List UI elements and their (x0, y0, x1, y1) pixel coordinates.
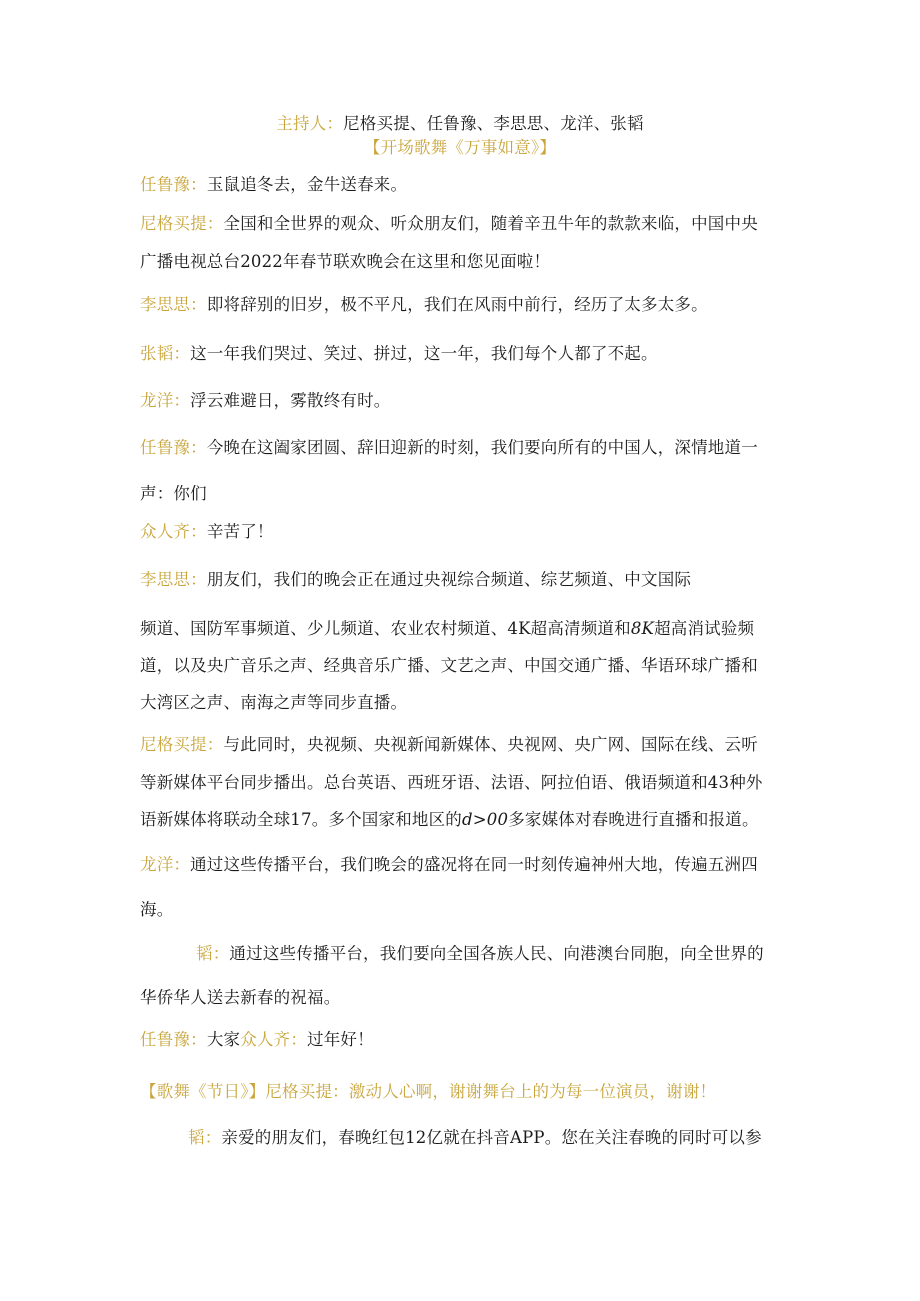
script-line (140, 520, 780, 544)
speaker-label: 张韬： (140, 344, 191, 363)
script-line (140, 771, 780, 795)
speaker-label: 尼格买提： (140, 214, 224, 233)
script-line (140, 898, 780, 922)
speaker-label: 韬： (188, 1128, 222, 1147)
speaker-label: 韬： (196, 944, 230, 963)
script-line (140, 617, 780, 641)
dialogue-text: 过年好！ (307, 1030, 374, 1049)
dialogue-text: 即将辞别的旧岁，极不平凡，我们在风雨中前行，经历了太多太多。 (206, 295, 708, 314)
script-line (140, 342, 780, 366)
dialogue-text: 语新媒体将联动全球17。多个国家和地区的 (140, 810, 462, 829)
script-line (140, 293, 780, 317)
speaker-label: 众人齐： (240, 1030, 308, 1049)
script-line (140, 691, 780, 715)
dialogue-text: 声：你们 (140, 484, 207, 503)
speaker-label: 龙洋： (140, 855, 191, 874)
script-line (140, 173, 780, 197)
script-line (140, 436, 780, 460)
program-tag-line: 【歌舞《节日》】尼格买提：激动人心啊，谢谢舞台上的为每一位演员，谢谢！ (140, 1082, 717, 1101)
script-line (140, 808, 780, 832)
dialogue-text: 等新媒体平台同步播出。总台英语、西班牙语、法语、阿拉伯语、俄语频道和43种外 (140, 773, 763, 792)
dialogue-text: 与此同时，央视频、央视新闻新媒体、央视网、央广网、国际在线、云听 (223, 735, 758, 754)
dialogue-text: 大湾区之声、南海之声等同步直播。 (140, 693, 408, 712)
speaker-label: 尼格买提： (140, 735, 224, 754)
dialogue-text: 通过这些传播平台，我们要向全国各族人民、向港澳台同胞，向全世界的 (229, 944, 764, 963)
speaker-label: 龙洋： (140, 391, 191, 410)
dialogue-text: 海。 (140, 900, 174, 919)
speaker-label: 任鲁豫： (140, 1030, 207, 1049)
script-line (140, 1028, 780, 1052)
speaker-label: 任鲁豫： (140, 175, 207, 194)
script-line (140, 389, 780, 413)
dialogue-text: 亲爱的朋友们，春晚红包12亿就在抖音APP。您在关注春晚的同时可以参 (221, 1128, 762, 1147)
dialogue-text: d>00 (462, 810, 509, 829)
dialogue-text: 华侨华人送去新春的祝福。 (140, 988, 341, 1007)
hosts-label: 主持人： (276, 114, 344, 133)
hosts-names: 尼格买提、任鲁豫、李思思、龙洋、张韬 (343, 114, 644, 133)
script-line (140, 986, 780, 1010)
dialogue-text: 多家媒体对春晚进行直播和报道。 (508, 810, 759, 829)
script-line (196, 942, 780, 966)
dialogue-text: 今晚在这阖家团圆、辞旧迎新的时刻，我们要向所有的中国人，深情地道一 (206, 438, 758, 457)
script-line (140, 212, 780, 236)
script-line (140, 250, 780, 274)
dialogue-text: 道，以及央广音乐之声、经典音乐广播、文艺之声、中国交通广播、华语环球广播和 (140, 656, 758, 675)
speaker-label: 任鲁豫： (140, 438, 207, 457)
opening-program-tag: 【开场歌舞《万事如意》】 (363, 138, 557, 157)
dialogue-text: 玉鼠追冬去，金牛送春来。 (206, 175, 408, 194)
dialogue-text: 这一年我们哭过、笑过、拼过，这一年，我们每个人都了不起。 (190, 344, 658, 363)
dialogue-text: 全国和全世界的观众、听众朋友们，随着辛丑牛年的款款来临，中国中央 (223, 214, 758, 233)
dialogue-text: 辛苦了！ (206, 522, 274, 541)
script-line (140, 733, 780, 757)
dialogue-text: 8K (630, 619, 655, 638)
hosts-line (0, 112, 920, 136)
speaker-label: 李思思： (140, 570, 207, 589)
dialogue-text: 超高消试验频 (654, 619, 755, 638)
script-line (188, 1126, 780, 1150)
dialogue-text: 朋友们，我们的晚会正在通过央视综合频道、综艺频道、中文国际 (206, 570, 692, 589)
dialogue-text: 浮云难避日，雾散终有时。 (190, 391, 391, 410)
dialogue-text: 频道、国防军事频道、少儿频道、农业农村频道、4K超高清频道和 (140, 619, 631, 638)
script-line (140, 654, 780, 678)
script-line (140, 482, 780, 506)
dialogue-text: 广播电视总台2022年春节联欢晚会在这里和您见面啦！ (140, 252, 551, 271)
dialogue-text: 通过这些传播平台，我们晚会的盛况将在同一时刻传遍神州大地，传遍五洲四 (190, 855, 758, 874)
speaker-label: 众人齐： (140, 522, 207, 541)
dialogue-text: 大家 (206, 1030, 241, 1049)
speaker-label: 李思思： (140, 295, 207, 314)
script-line (140, 853, 780, 877)
script-line (140, 568, 780, 592)
